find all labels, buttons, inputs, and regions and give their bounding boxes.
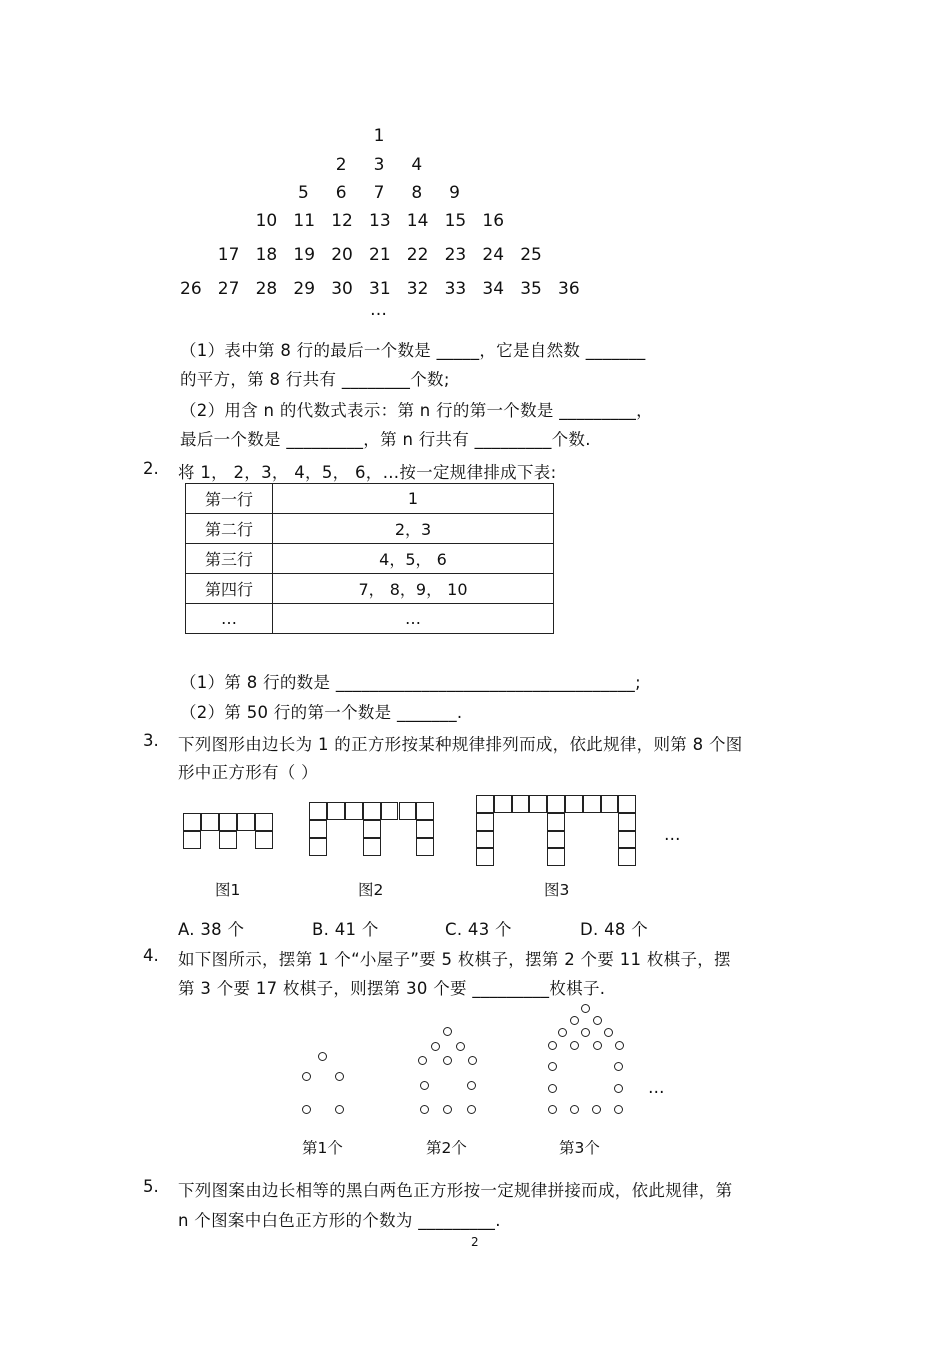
chess-piece <box>558 1028 567 1037</box>
q4-stem-line2: 第 3 个要 17 枚棋子，则摆第 30 个要 _________枚棋子. <box>178 979 606 998</box>
chess-piece <box>548 1084 557 1093</box>
unit-square <box>529 795 547 813</box>
triangle-ellipsis: … <box>370 300 387 320</box>
triangle-number: 31 <box>369 279 391 299</box>
triangle-number: 33 <box>444 279 467 299</box>
triangle-number: 22 <box>406 245 429 265</box>
q2-stem: 将 1， 2，3， 4，5， 6，…按一定规律排成下表: <box>178 463 557 482</box>
chess-piece <box>570 1016 579 1025</box>
table-row <box>186 574 554 604</box>
row-value: 7， 8，9， 10 <box>273 574 554 604</box>
row-value: 4，5， 6 <box>273 544 554 574</box>
q3-option-d: D. 48 个 <box>580 920 649 939</box>
triangle-number: 16 <box>482 211 505 231</box>
q2-part2: （2）第 50 行的第一个数是 _______. <box>180 703 463 722</box>
chess-piece <box>592 1105 601 1114</box>
unit-square <box>219 831 237 849</box>
unit-square <box>345 802 363 820</box>
q1-part1-line2: 的平方，第 8 行共有 ________个数; <box>180 370 450 389</box>
row-value: 1 <box>273 484 554 514</box>
chess-piece <box>335 1105 344 1114</box>
unit-square <box>201 813 219 831</box>
q5-stem-line2: n 个图案中白色正方形的个数为 _________. <box>178 1211 501 1230</box>
q3-stem-line2: 形中正方形有（ ） <box>178 763 318 782</box>
row-value: … <box>273 604 554 634</box>
house-caption-1: 第1个 <box>302 1139 343 1157</box>
chess-piece <box>443 1027 452 1036</box>
triangle-number: 34 <box>482 279 505 299</box>
q4-number: 4. <box>143 946 159 965</box>
unit-square <box>309 820 327 838</box>
figure-caption-3: 图3 <box>544 881 570 899</box>
triangle-number: 36 <box>558 279 580 299</box>
q5-stem-line1: 下列图案由边长相等的黑白两色正方形按一定规律拼接而成，依此规律，第 <box>178 1181 733 1200</box>
unit-square <box>476 795 494 813</box>
chess-piece <box>420 1105 429 1114</box>
row-value: 2，3 <box>273 514 554 544</box>
chess-piece <box>302 1105 311 1114</box>
table-row <box>186 544 554 574</box>
chess-piece <box>570 1105 579 1114</box>
q1-part2-line1: （2）用含 n 的代数式表示：第 n 行的第一个数是 _________， <box>180 401 653 420</box>
chess-piece <box>418 1056 427 1065</box>
unit-square <box>255 831 273 849</box>
unit-square <box>601 795 619 813</box>
chess-piece <box>443 1105 452 1114</box>
triangle-number: 27 <box>217 279 240 299</box>
triangle-number: 15 <box>444 211 467 231</box>
q3-figure-ellipsis: … <box>664 825 681 844</box>
q2-part1: （1）第 8 行的数是 ___________________________________; <box>180 673 641 692</box>
q3-stem-line1: 下列图形由边长为 1 的正方形按某种规律排列而成，依此规律，则第 8 个图 <box>178 735 743 754</box>
chess-piece <box>593 1041 602 1050</box>
triangle-number: 29 <box>293 279 316 299</box>
row-label: 第三行 <box>186 544 273 574</box>
table-row <box>186 484 554 514</box>
unit-square <box>512 795 530 813</box>
chess-piece <box>570 1041 579 1050</box>
triangle-number: 2 <box>335 155 347 175</box>
q2-number: 2. <box>143 459 159 478</box>
unit-square <box>476 848 494 866</box>
unit-square <box>309 802 327 820</box>
unit-square <box>327 802 345 820</box>
q3-option-c: C. 43 个 <box>445 920 512 939</box>
figure-caption-1: 图1 <box>215 881 241 899</box>
unit-square <box>183 831 201 849</box>
unit-square <box>583 795 601 813</box>
unit-square <box>547 795 565 813</box>
unit-square <box>363 820 381 838</box>
unit-square <box>255 813 273 831</box>
triangle-number: 8 <box>411 183 423 203</box>
chess-piece <box>548 1062 557 1071</box>
chess-piece <box>456 1042 465 1051</box>
chess-piece <box>581 1004 590 1013</box>
triangle-number: 28 <box>255 279 278 299</box>
unit-square <box>547 848 565 866</box>
q3-option-a: A. 38 个 <box>178 920 245 939</box>
triangle-number: 25 <box>520 245 542 265</box>
q1-part1-line1: （1）表中第 8 行的最后一个数是 _____，它是自然数 _______ <box>180 341 646 360</box>
triangle-number: 24 <box>482 245 505 265</box>
table-row <box>186 514 554 544</box>
unit-square <box>237 813 255 831</box>
chess-piece <box>581 1028 590 1037</box>
triangle-number: 20 <box>331 245 353 265</box>
unit-square <box>547 831 565 849</box>
q4-figure-ellipsis: … <box>648 1078 665 1097</box>
triangle-number: 21 <box>369 245 391 265</box>
unit-square <box>416 802 434 820</box>
unit-square <box>363 838 381 856</box>
triangle-number: 13 <box>369 211 391 231</box>
chess-piece <box>548 1041 557 1050</box>
triangle-number: 9 <box>449 183 460 203</box>
q3-number: 3. <box>143 731 159 750</box>
chess-piece <box>420 1081 429 1090</box>
triangle-number: 35 <box>520 279 542 299</box>
triangle-number: 7 <box>373 183 385 203</box>
unit-square <box>565 795 583 813</box>
unit-square <box>363 802 381 820</box>
table-row <box>186 604 554 634</box>
triangle-number: 14 <box>406 211 429 231</box>
triangle-number: 3 <box>373 155 385 175</box>
chess-piece <box>615 1041 624 1050</box>
triangle-number: 17 <box>217 245 240 265</box>
triangle-number: 12 <box>331 211 353 231</box>
triangle-number: 30 <box>331 279 353 299</box>
chess-piece <box>318 1052 327 1061</box>
triangle-number: 5 <box>297 183 309 203</box>
row-label: … <box>186 604 273 634</box>
house-caption-2: 第2个 <box>426 1139 467 1157</box>
chess-piece <box>467 1105 476 1114</box>
unit-square <box>618 848 636 866</box>
unit-square <box>381 802 399 820</box>
unit-square <box>618 831 636 849</box>
q3-option-b: B. 41 个 <box>312 920 379 939</box>
unit-square <box>416 838 434 856</box>
row-label: 第四行 <box>186 574 273 604</box>
unit-square <box>416 820 434 838</box>
unit-square <box>618 795 636 813</box>
triangle-number: 19 <box>293 245 316 265</box>
page-number: 2 <box>471 1235 479 1249</box>
chess-piece <box>467 1081 476 1090</box>
triangle-number: 32 <box>406 279 429 299</box>
unit-square <box>618 813 636 831</box>
chess-piece <box>614 1062 623 1071</box>
unit-square <box>219 813 237 831</box>
row-label: 第二行 <box>186 514 273 544</box>
q4-stem-line1: 如下图所示，摆第 1 个“小屋子”要 5 枚棋子，摆第 2 个要 11 枚棋子，摆 <box>178 950 731 969</box>
triangle-number: 26 <box>180 279 202 299</box>
triangle-number: 1 <box>373 126 385 146</box>
figure-caption-2: 图2 <box>358 881 384 899</box>
chess-piece <box>302 1072 311 1081</box>
unit-square <box>476 831 494 849</box>
chess-piece <box>548 1105 557 1114</box>
unit-square <box>476 813 494 831</box>
row-label: 第一行 <box>186 484 273 514</box>
chess-piece <box>614 1105 623 1114</box>
chess-piece <box>604 1028 613 1037</box>
house-caption-3: 第3个 <box>559 1139 600 1157</box>
triangle-number: 18 <box>255 245 278 265</box>
triangle-number: 4 <box>411 155 423 175</box>
triangle-number: 23 <box>444 245 467 265</box>
chess-piece <box>335 1072 344 1081</box>
unit-square <box>547 813 565 831</box>
unit-square <box>309 838 327 856</box>
chess-piece <box>614 1084 623 1093</box>
chess-piece <box>431 1042 440 1051</box>
unit-square <box>399 802 417 820</box>
unit-square <box>494 795 512 813</box>
chess-piece <box>593 1016 602 1025</box>
unit-square <box>183 813 201 831</box>
q2-row-table <box>185 483 554 634</box>
q5-number: 5. <box>143 1177 159 1196</box>
triangle-number: 6 <box>335 183 347 203</box>
chess-piece <box>468 1056 477 1065</box>
q1-part2-line2: 最后一个数是 _________，第 n 行共有 _________个数. <box>180 430 591 449</box>
triangle-number: 11 <box>293 211 316 231</box>
chess-piece <box>443 1056 452 1065</box>
triangle-number: 10 <box>255 211 278 231</box>
